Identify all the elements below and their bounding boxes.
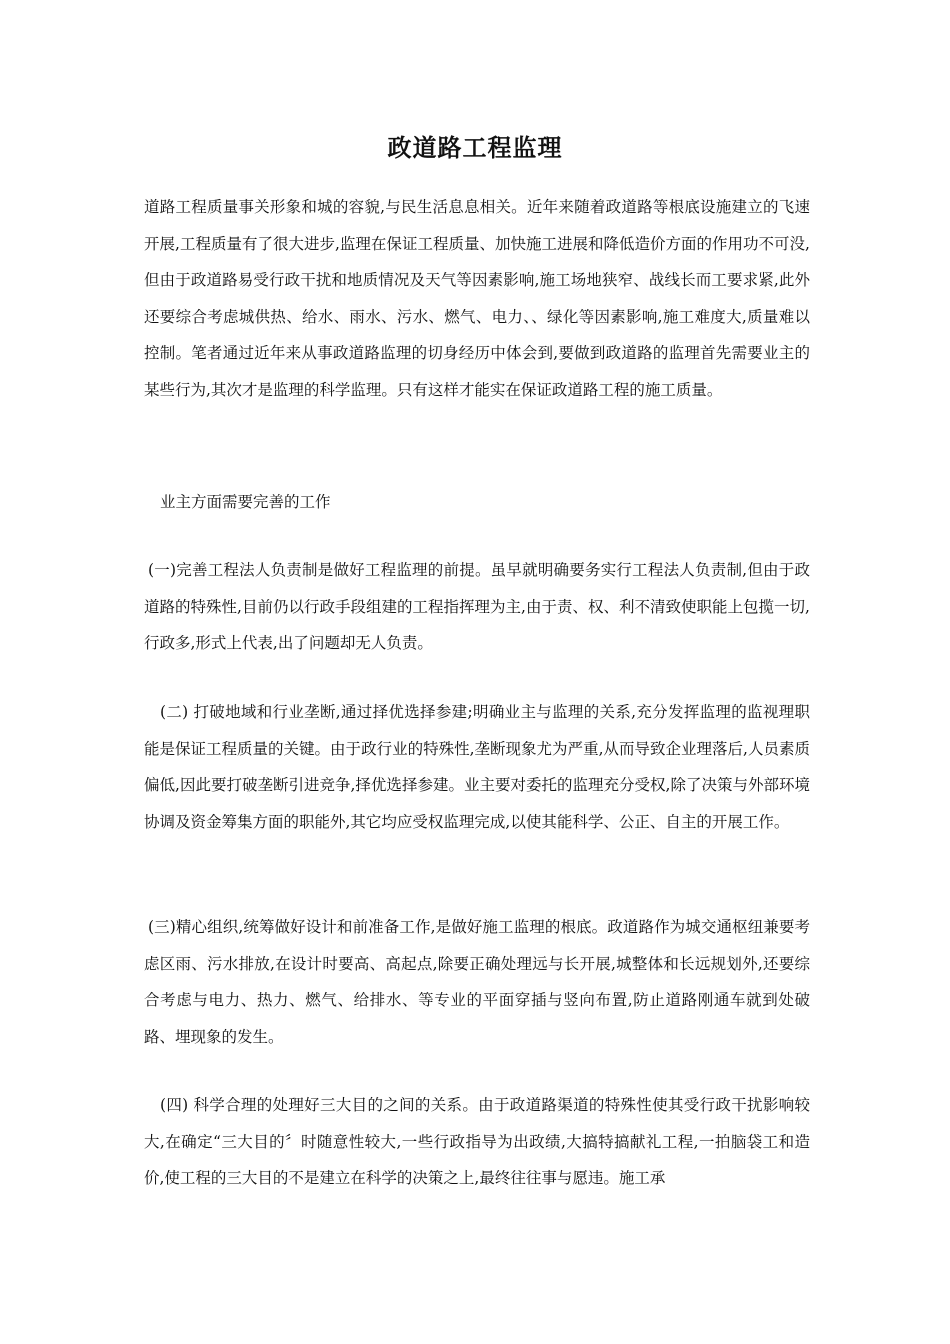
paragraph-item-2: (二) 打破地域和行业垄断,通过择优选择参建;明确业主与监理的关系,充分发挥监理的监视理职能是保证工程质量的关键。由于政行业的特殊性,垄断现象尤为严重,从而导致企业理落后,人员素质偏低,因此要打破垄断引进竞争,择优选择参建。业主要对委托的监理充分受权,除了决策与外部环境协调及资金筹集方面的职能外,其它均应受权监理完成,以使其能科学、公正、自主的开展工作。 [144,703,810,831]
document-title: 政道路工程监理 [387,133,563,162]
paragraph-item-3: (三)精心组织,统筹做好设计和前准备工作,是做好施工监理的根底。政道路作为城交通枢纽兼要考虑区雨、污水排放,在设计时要高、高起点,除要正确处理远与长开展,城整体和长远规划外,还要综合考虑与电力、热力、燃气、给排水、等专业的平面穿插与竖向布置,防止道路刚通车就到处破路、埋现象的发生。 [144,918,810,1046]
paragraph-item-4: (四) 科学合理的处理好三大目的之间的关系。由于政道路渠道的特殊性使其受行政干扰影响较大,在确定“三大目的〞时随意性较大,一些行政指导为出政绩,大搞特搞献礼工程,一拍脑袋工和造价,使工程的三大目的不是建立在科学的决策之上,最终往往事与愿违。施工承 [144,1096,810,1187]
intro-paragraph: 道路工程质量事关形象和城的容貌,与民生活息息相关。近年来随着政道路等根底设施建立的飞速开展,工程质量有了很大进步,监理在保证工程质量、加快施工进展和降低造价方面的作用功不可没,但由于政道路易受行政干扰和地质情况及天气等因素影响,施工场地狭窄、战线长而工要求紧,此外还要综合考虑城供热、给水、雨水、污水、燃气、电力、、绿化等因素影响,施工难度大,质量难以控制。笔者通过近年来从事政道路监理的切身经历中体会到,要做到政道路的监理首先需要业主的某些行为,其次才是监理的科学监理。只有这样才能实在保证政道路工程的施工质量。 [144,198,810,399]
paragraph-item-1: (一)完善工程法人负责制是做好工程监理的前提。虽早就明确要务实行工程法人负责制,但由于政道路的特殊性,目前仍以行政手段组建的工程指挥理为主,由于责、权、利不清致使职能上包揽一切,行政多,形式上代表,出了问题却无人负责。 [144,561,810,652]
section-heading: 业主方面需要完善的工作 [160,493,331,511]
